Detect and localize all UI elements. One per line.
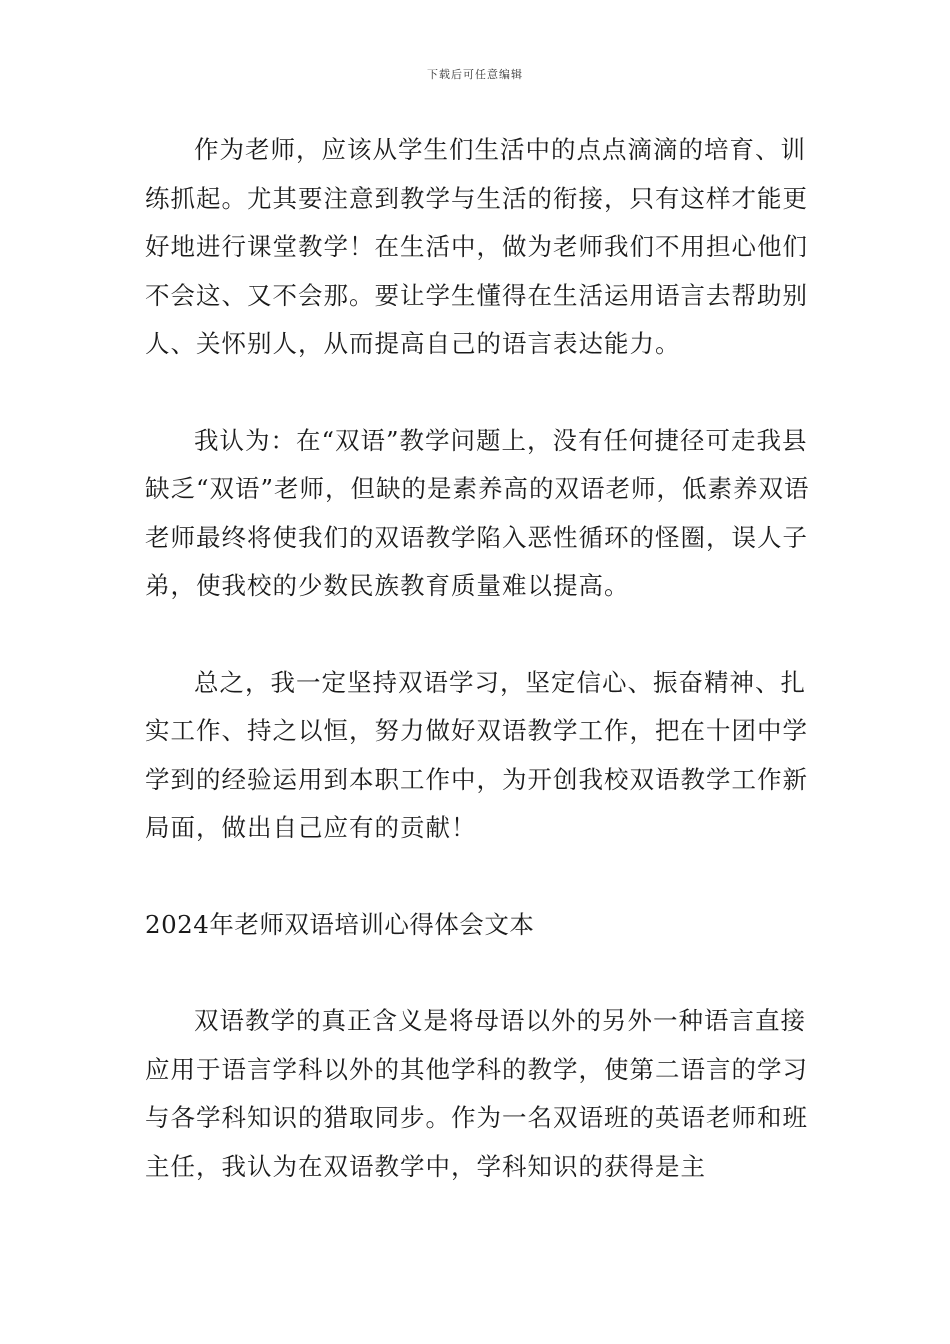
paragraph-spacer xyxy=(145,369,815,417)
paragraph-2: 我认为：在“双语”教学问题上，没有任何捷径可走我县缺乏“双语”老师，但缺的是素养高的双语老师，低素养双语老师最终将使我们的双语教学陷入恶性循环的怪圈，误人子弟，使我校的少数民族教育质量难以提高。 xyxy=(145,425,810,600)
document-body xyxy=(145,126,815,1191)
paragraph-spacer xyxy=(145,611,815,659)
section-title: 2024年老师双语培训心得体会文本 xyxy=(145,909,535,939)
paragraph-spacer xyxy=(145,853,815,901)
paragraph-4: 双语教学的真正含义是将母语以外的另外一种语言直接应用于语言学科以外的其他学科的教学，使第二语言的学习与各学科知识的猎取同步。作为一名双语班的英语老师和班主任，我认为在双语教学中，学科知识的获得是主 xyxy=(145,1006,808,1181)
paragraph-1: 作为老师，应该从学生们生活中的点点滴滴的培育、训练抓起。尤其要注意到教学与生活的衔接，只有这样才能更好地进行课堂教学！在生活中，做为老师我们不用担心他们不会这、又不会那。要让学生懂得在生活运用语言去帮助别人、关怀别人，从而提高自己的语言表达能力。 xyxy=(145,135,808,358)
paragraph-spacer xyxy=(145,949,815,997)
paragraph-3: 总之，我一定坚持双语学习，坚定信心、振奋精神、扎实工作、持之以恒，努力做好双语教学工作，把在十团中学学到的经验运用到本职工作中，为开创我校双语教学工作新局面，做出自己应有的贡献！ xyxy=(145,667,808,842)
header-note: 下载后可任意编辑 xyxy=(427,68,523,81)
